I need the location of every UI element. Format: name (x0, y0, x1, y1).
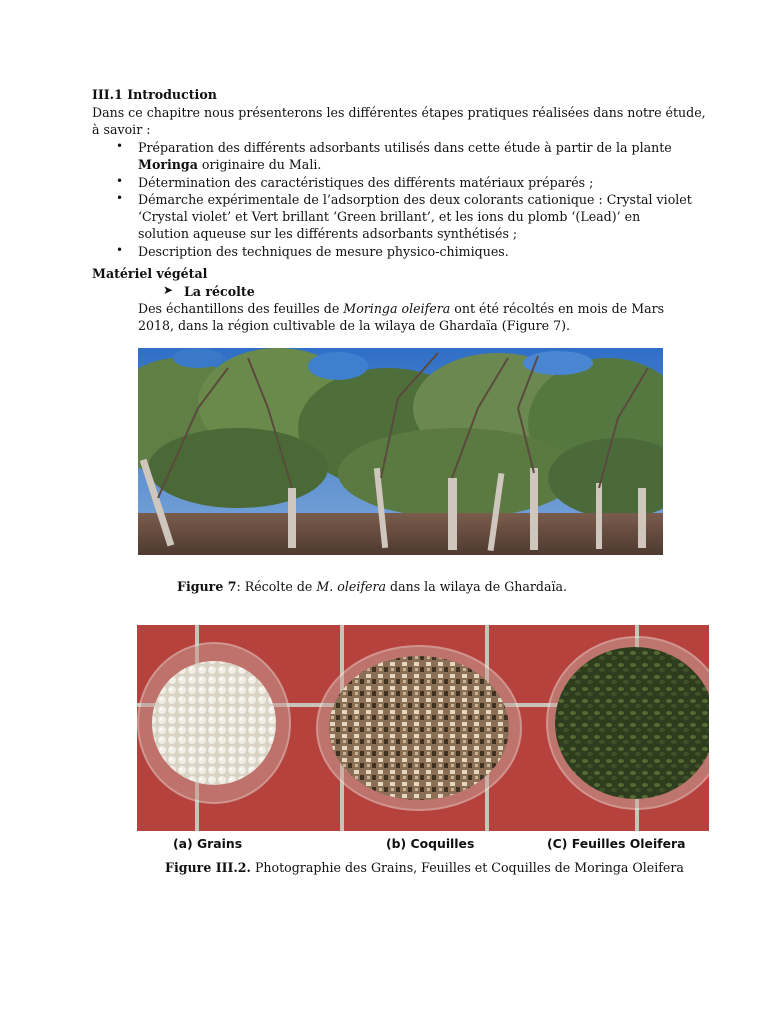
bullet-icon: • (116, 191, 124, 205)
recolte-para-pre: Des échantillons des feuilles de (138, 301, 344, 316)
bullet-3-line-1: Démarche expérimentale de l’adsorption des deux colorants cationique : Crystal violet (138, 192, 692, 207)
bullet-icon: • (116, 243, 124, 257)
recolte-para-line-2: 2018, dans la région cultivable de la wilaya de Ghardaïa (Figure 7). (138, 318, 571, 333)
figure-2-label: Figure III.2. (165, 860, 251, 875)
subcaption-c (547, 836, 685, 851)
moringa-trees-photo (138, 348, 663, 555)
recolte-para-line-1 (138, 300, 664, 317)
subcaption-b-text: Coquilles (406, 836, 475, 851)
bullet-2: Détermination des caractéristiques des différents matériaux préparés ; (138, 175, 594, 190)
recolte-heading: La récolte (184, 284, 255, 299)
intro-line-2: à savoir : (92, 122, 151, 137)
recolte-para-italic: Moringa oleifera (343, 301, 451, 316)
figure-7-label: Figure 7 (177, 579, 237, 594)
bullet-3-line-2: ‘Crystal violet’ et Vert brillant ‘Green brillant’, et les ions du plomb ‘(Lead)’ en (138, 209, 641, 224)
arrow-bullet-icon: ➤ (163, 283, 174, 297)
moringa-samples-photo (137, 625, 709, 831)
recolte-para-post: ont été récoltés en mois de Mars (450, 301, 665, 316)
figure-7-post: dans la wilaya de Ghardaïa. (386, 579, 568, 594)
subcaption-c-text: Feuilles Oleifera (567, 836, 686, 851)
bullet-1-rest: originaire du Mali. (197, 157, 322, 172)
section-heading: III.1 Introduction (92, 87, 217, 102)
bullet-icon: • (116, 139, 124, 153)
subcaption-a-key: (a) (173, 836, 193, 851)
subcaption-c-key: (C) (547, 836, 568, 851)
materiel-heading: Matériel végétal (92, 266, 208, 281)
bullet-1-line-2 (138, 156, 321, 173)
subcaption-a-text: Grains (192, 836, 243, 851)
bullet-icon: • (116, 174, 124, 188)
subcaption-a (173, 836, 242, 851)
figure-7-italic: M. oleifera (316, 579, 387, 594)
figure-2-caption (165, 860, 684, 875)
figure-7-pre: : Récolte de (236, 579, 317, 594)
subcaption-b-key: (b) (386, 836, 407, 851)
figure-7-caption (177, 579, 567, 594)
bullet-1-line-1: Préparation des différents adsorbants utilisés dans cette étude à partir de la plante (138, 140, 672, 155)
subcaption-b (386, 836, 474, 851)
bullet-1-bold: Moringa (138, 157, 198, 172)
intro-line-1: Dans ce chapitre nous présenterons les différentes étapes pratiques réalisées dans notre étude, (92, 105, 706, 120)
figure-2-text: Photographie des Grains, Feuilles et Coquilles de Moringa Oleifera (250, 860, 684, 875)
bullet-4: Description des techniques de mesure physico-chimiques. (138, 244, 509, 259)
bullet-3-line-3: solution aqueuse sur les différents adsorbants synthétisés ; (138, 226, 518, 241)
